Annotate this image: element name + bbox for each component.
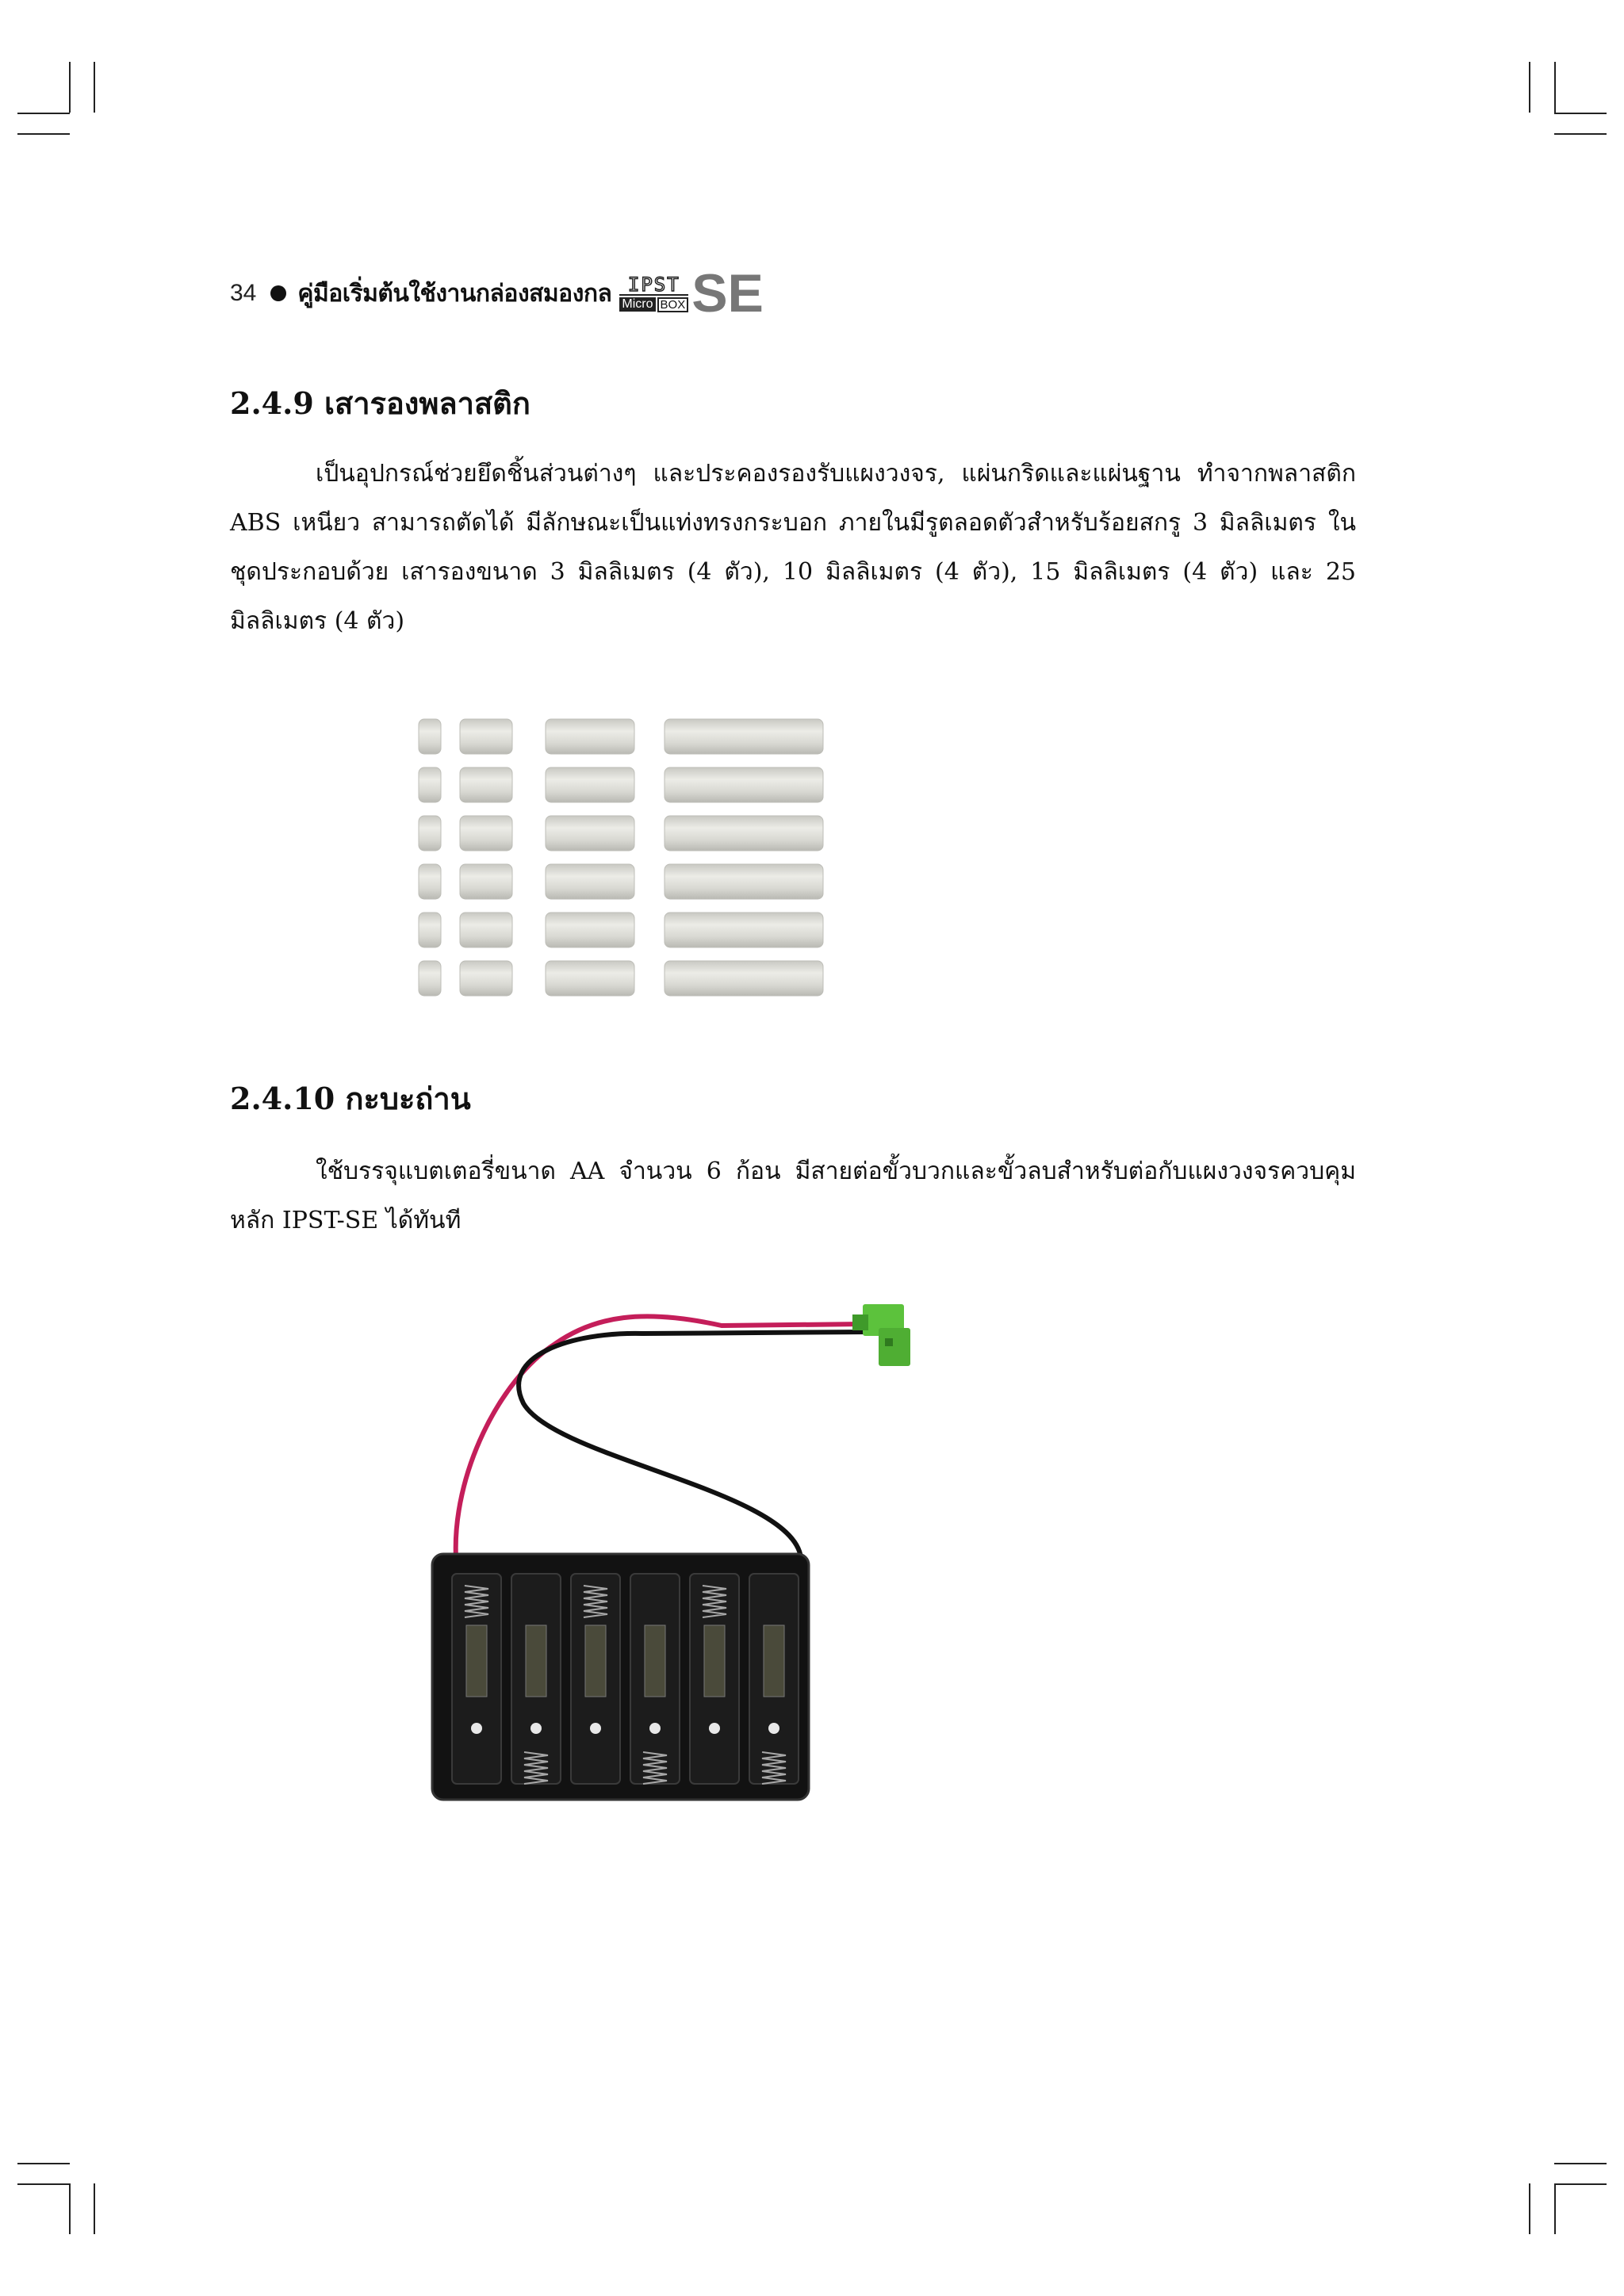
slot-window bbox=[764, 1625, 784, 1697]
mount-hole bbox=[649, 1723, 661, 1734]
mount-hole bbox=[709, 1723, 720, 1734]
standoff-piece bbox=[665, 864, 823, 899]
crop-mark-tl-h2 bbox=[17, 133, 70, 135]
standoff-piece bbox=[546, 913, 634, 947]
logo-box-text: BOX bbox=[657, 297, 689, 312]
black-wire bbox=[519, 1332, 868, 1558]
standoff-piece bbox=[665, 961, 823, 996]
standoff-piece bbox=[419, 816, 441, 851]
standoff-piece bbox=[419, 913, 441, 947]
standoff-piece bbox=[460, 913, 512, 947]
crop-mark-bl-h bbox=[17, 2163, 70, 2164]
slot-window bbox=[585, 1625, 606, 1697]
section-paragraph-standoffs: เป็นอุปกรณ์ช่วยยึดชิ้นส่วนต่างๆ และประคองรองรับแผงวงจร, แผ่นกริดและแผ่นฐาน ทำจากพลาสติก ABS เหนียว สามารถตัดได้ มีลักษณะเป็นแท่งทรงกระบอก ภายในมีรูตลอดตัวสำหรับร้อยสกรู 3 มิลลิเมตร ในชุดประกอบด้วย เสารองขนาด 3 มิลลิเมตร (4 ตัว), 10 มิลลิเมตร (4 ตัว), 15 มิลลิเมตร (4 ตัว) และ 25 มิลลิเมตร (4 ตัว) bbox=[230, 460, 1356, 635]
crop-mark-br-h bbox=[1554, 2163, 1607, 2164]
terminal-connector-icon bbox=[852, 1304, 910, 1366]
running-header bbox=[230, 263, 764, 323]
crop-mark-tl-v1 bbox=[69, 62, 71, 113]
standoff-piece bbox=[460, 719, 512, 754]
logo-microbox bbox=[619, 297, 688, 312]
standoff-piece bbox=[665, 767, 823, 802]
crop-mark-tr-v2 bbox=[1554, 62, 1556, 113]
standoff-piece bbox=[665, 913, 823, 947]
standoff-piece bbox=[546, 816, 634, 851]
red-wire bbox=[456, 1316, 864, 1558]
crop-mark-br-h2 bbox=[1554, 2183, 1607, 2185]
crop-mark-br-v2 bbox=[1554, 2183, 1556, 2234]
slot-window bbox=[645, 1625, 665, 1697]
ipst-microbox-logo bbox=[619, 275, 688, 312]
standoff-piece bbox=[419, 961, 441, 996]
standoff-piece bbox=[419, 767, 441, 802]
standoff-piece bbox=[665, 816, 823, 851]
logo-micro-text: Micro bbox=[619, 297, 655, 312]
crop-mark-tr-h bbox=[1554, 113, 1607, 114]
mount-hole bbox=[590, 1723, 601, 1734]
standoff-piece bbox=[419, 864, 441, 899]
crop-mark-bl-v1 bbox=[69, 2183, 71, 2234]
standoff-piece bbox=[419, 719, 441, 754]
slot-window bbox=[704, 1625, 725, 1697]
book-title: คู่มือเริ่มต้นใช้งานกล่องสมองกล bbox=[297, 279, 612, 308]
standoff-piece bbox=[460, 864, 512, 899]
page-number: 34 bbox=[230, 280, 257, 306]
standoff-piece bbox=[460, 961, 512, 996]
mount-hole bbox=[471, 1723, 482, 1734]
standoff-piece bbox=[546, 767, 634, 802]
standoff-piece bbox=[460, 767, 512, 802]
slot-window bbox=[466, 1625, 487, 1697]
crop-mark-tl-v2 bbox=[94, 62, 95, 113]
mount-hole bbox=[768, 1723, 779, 1734]
section-heading-standoffs: 2.4.9 เสารองพลาสติก bbox=[230, 385, 530, 421]
plastic-standoffs-photo bbox=[412, 710, 841, 1011]
logo-ipst-text: IPST bbox=[619, 275, 688, 296]
battery-holder-body bbox=[432, 1554, 809, 1800]
section-heading-battery-holder: 2.4.10 กะบะถ่าน bbox=[230, 1081, 471, 1116]
crop-mark-bl-h2 bbox=[17, 2183, 70, 2185]
battery-holder-photo bbox=[412, 1284, 959, 1823]
crop-mark-br-v1 bbox=[1529, 2183, 1530, 2234]
bullet-icon bbox=[270, 285, 286, 301]
crop-mark-tl-h bbox=[17, 113, 70, 114]
standoff-piece bbox=[665, 719, 823, 754]
crop-mark-bl-v2 bbox=[94, 2183, 95, 2234]
mount-hole bbox=[530, 1723, 542, 1734]
standoff-piece bbox=[546, 719, 634, 754]
crop-mark-tr-h2 bbox=[1554, 133, 1607, 135]
crop-mark-tr-v1 bbox=[1529, 62, 1530, 113]
logo-se-text: SE bbox=[691, 263, 764, 323]
standoff-piece bbox=[546, 961, 634, 996]
standoff-piece bbox=[546, 864, 634, 899]
standoff-piece bbox=[460, 816, 512, 851]
slot-window bbox=[526, 1625, 546, 1697]
section-paragraph-battery-holder: ใช้บรรจุแบตเตอรี่ขนาด AA จำนวน 6 ก้อน มีสายต่อขั้วบวกและขั้วลบสำหรับต่อกับแผงวงจรควบคุมหลัก IPST-SE ได้ทันที bbox=[230, 1158, 1356, 1234]
